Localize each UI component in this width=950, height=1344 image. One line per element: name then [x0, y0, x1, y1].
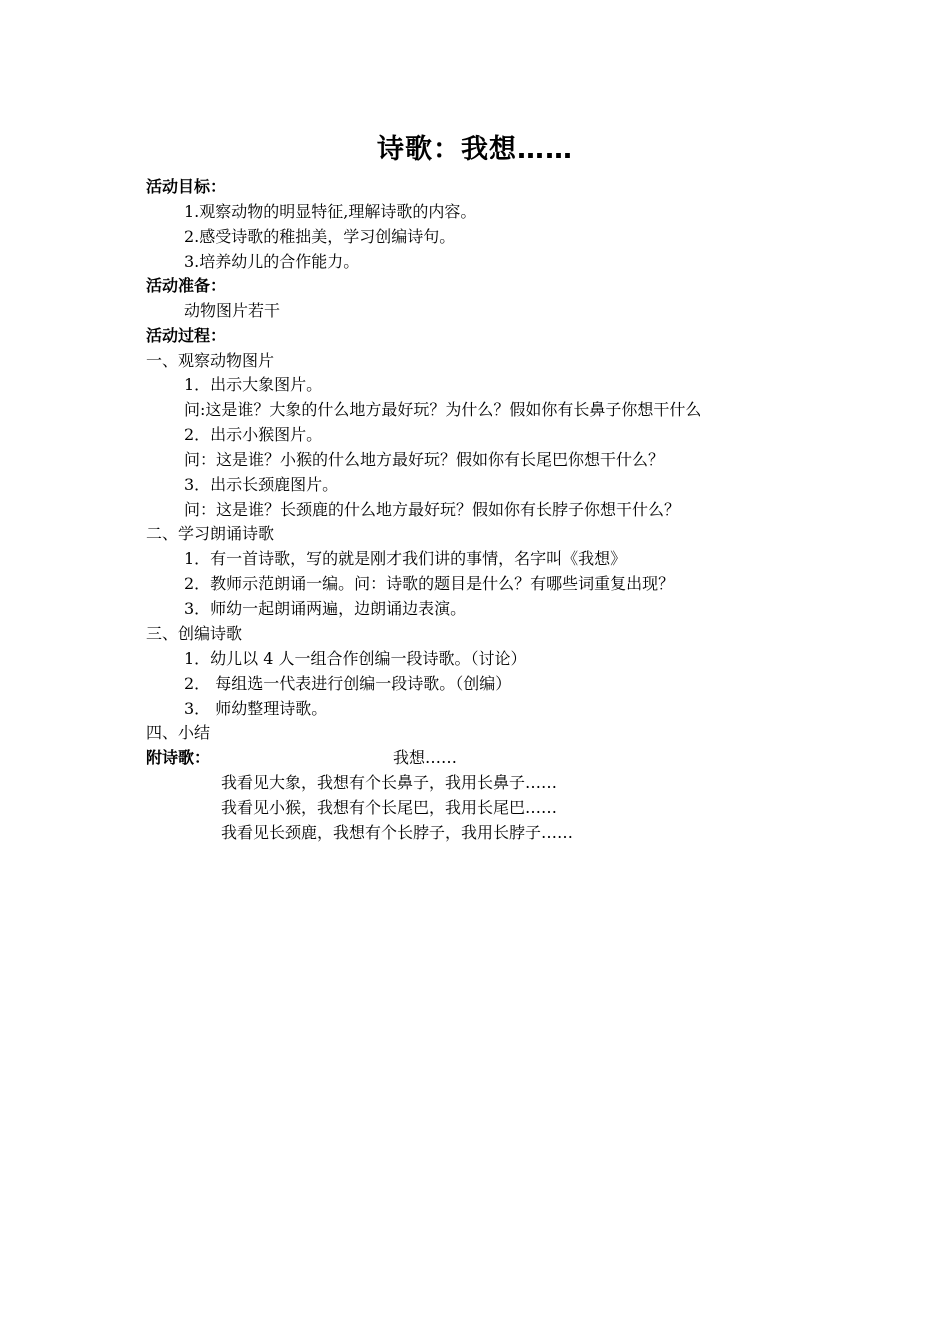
part2-title: 二、学习朗诵诗歌 — [146, 524, 275, 543]
poem-line-3: 我看见长颈鹿，我想有个长脖子，我用长脖子…… — [221, 823, 574, 842]
prep-item-1: 动物图片若干 — [184, 301, 281, 320]
process-heading: 活动过程： — [146, 326, 227, 345]
poem-line-1: 我看见大象，我想有个长鼻子，我用长鼻子…… — [221, 773, 558, 792]
goal-item-1: 1.观察动物的明显特征,理解诗歌的内容。 — [184, 202, 477, 221]
prep-heading: 活动准备： — [146, 276, 227, 295]
part2-item-1: 1．有一首诗歌，写的就是刚才我们讲的事情，名字叫《我想》 — [184, 549, 627, 568]
goals-heading: 活动目标： — [146, 177, 227, 196]
part2-item-2: 2．教师示范朗诵一编。问：诗歌的题目是什么？有哪些词重复出现？ — [184, 574, 675, 593]
part3-item-1: 1．幼儿以 4 人一组合作创编一段诗歌。（讨论） — [184, 649, 527, 668]
part2-item-3: 3．师幼一起朗诵两遍，边朗诵边表演。 — [184, 599, 467, 618]
part1-item-5: 3．出示长颈鹿图片。 — [184, 475, 339, 494]
part3-item-3: 3． 师幼整理诗歌。 — [184, 699, 328, 718]
part1-item-6: 问：这是谁？长颈鹿的什么地方最好玩？假如你有长脖子你想干什么？ — [184, 500, 681, 519]
part1-item-2: 问:这是谁？大象的什么地方最好玩？为什么？假如你有长鼻子你想干什么 — [184, 400, 702, 419]
part1-item-1: 1．出示大象图片。 — [184, 375, 323, 394]
goal-item-2: 2.感受诗歌的稚拙美，学习创编诗句。 — [184, 227, 456, 246]
poem-title: 我想…… — [393, 748, 458, 767]
part4-title: 四、小结 — [146, 723, 211, 742]
document-title: 诗歌：我想…… — [377, 134, 573, 165]
part3-item-2: 2． 每组选一代表进行创编一段诗歌。（创编） — [184, 674, 512, 693]
goal-item-3: 3.培养幼儿的合作能力。 — [184, 252, 360, 271]
part1-item-4: 问：这是谁？小猴的什么地方最好玩？假如你有长尾巴你想干什么？ — [184, 450, 665, 469]
poem-line-2: 我看见小猴，我想有个长尾巴，我用长尾巴…… — [221, 798, 558, 817]
part3-title: 三、创编诗歌 — [146, 624, 243, 643]
part1-title: 一、观察动物图片 — [146, 351, 275, 370]
part1-item-3: 2．出示小猴图片。 — [184, 425, 323, 444]
poem-heading: 附诗歌： — [146, 748, 211, 767]
